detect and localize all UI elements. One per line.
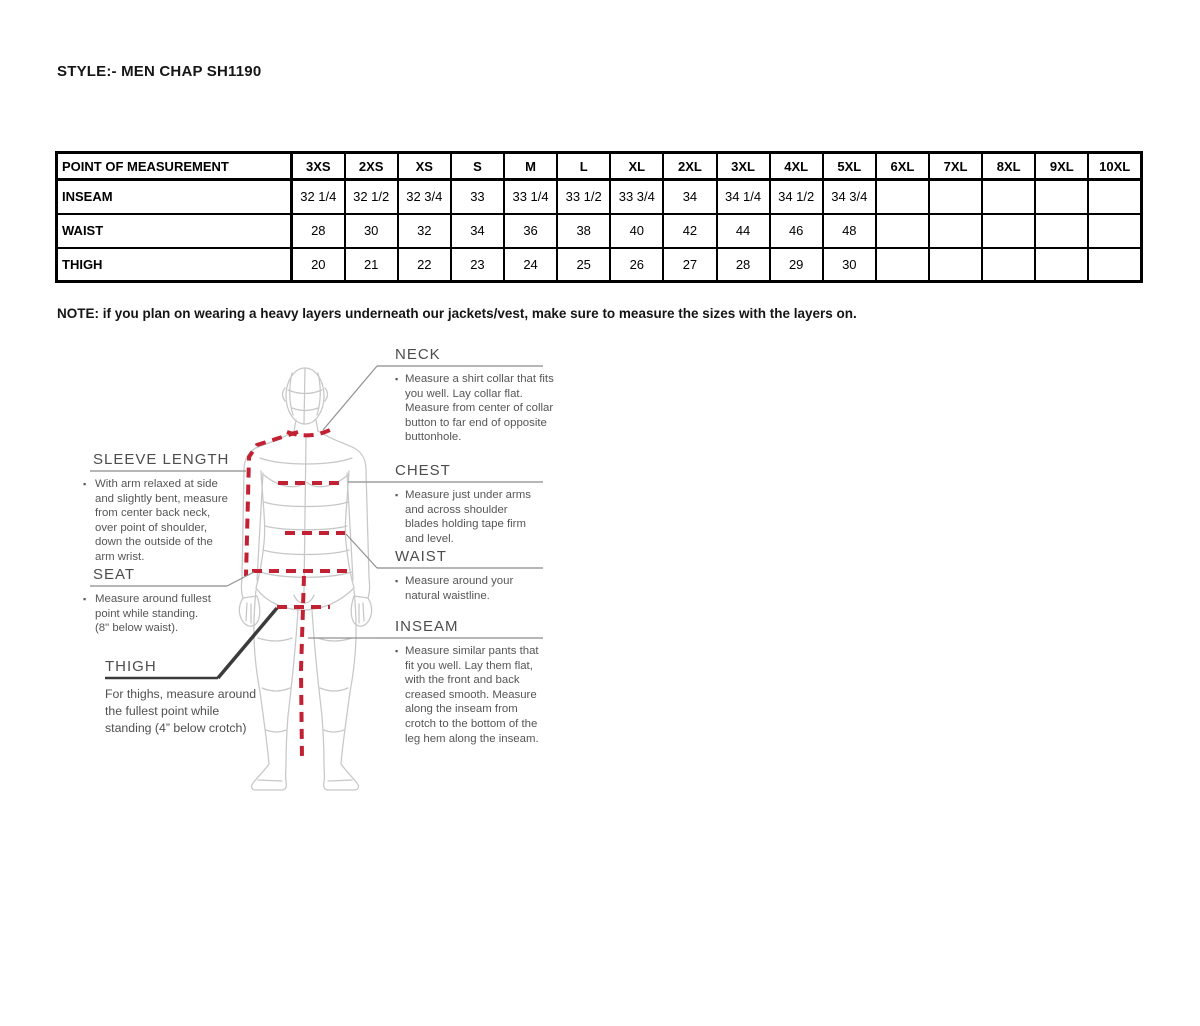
inseam-6xl-value <box>876 180 929 214</box>
neck-description: ▪ Measure a shirt collar that fits you well. Lay collar flat. Measure from center of collar button to far end of opposite buttonhole. <box>390 372 557 445</box>
header-size-3xs: 3XS <box>292 153 345 180</box>
callout-sleeve-length <box>80 450 250 565</box>
thigh-m-value: 24 <box>504 248 557 282</box>
inseam-s-value: 33 <box>451 180 504 214</box>
waist-2xl-value: 42 <box>663 214 716 248</box>
waist-3xs-value: 28 <box>292 214 345 248</box>
thigh-l-value: 25 <box>557 248 610 282</box>
thigh-7xl-value <box>929 248 982 282</box>
waist-10xl-value <box>1088 214 1141 248</box>
inseam-7xl-value <box>929 180 982 214</box>
inseam-xl-value: 33 3/4 <box>610 180 663 214</box>
callout-seat <box>80 565 250 636</box>
inseam-10xl-value <box>1088 180 1141 214</box>
chest-description: ▪ Measure just under arms and across shoulder blades holding tape firm and level. <box>390 488 543 546</box>
size-chart-header-row <box>57 153 1142 180</box>
thigh-4xl-value: 29 <box>770 248 823 282</box>
waist-leader <box>346 534 377 568</box>
inseam-2xl-value: 34 <box>663 180 716 214</box>
thigh-9xl-value <box>1035 248 1088 282</box>
thigh-xl-value: 26 <box>610 248 663 282</box>
waist-9xl-value <box>1035 214 1088 248</box>
inseam-3xl-value: 34 1/4 <box>717 180 770 214</box>
inseam-4xl-value: 34 1/2 <box>770 180 823 214</box>
header-size-xl: XL <box>610 153 663 180</box>
waist-xs-value: 32 <box>398 214 451 248</box>
callout-waist <box>390 547 555 603</box>
inseam-8xl-value <box>982 180 1035 214</box>
inseam-9xl-value <box>1035 180 1088 214</box>
waist-6xl-value <box>876 214 929 248</box>
seat-description: ▪ Measure around fullest point while standing. (8" below waist). <box>80 592 213 636</box>
page-title: STYLE:- MEN CHAP SH1190 <box>57 63 262 80</box>
neck-heading: NECK <box>395 346 441 363</box>
waist-3xl-value: 44 <box>717 214 770 248</box>
inseam-2xs-value: 32 1/2 <box>345 180 398 214</box>
header-size-6xl: 6XL <box>876 153 929 180</box>
row-waist <box>57 214 1142 248</box>
seat-heading: SEAT <box>93 566 136 583</box>
header-size-7xl: 7XL <box>929 153 982 180</box>
thigh-5xl-value: 30 <box>823 248 876 282</box>
sleeve-length-description: ▪ With arm relaxed at side and slightly bent, measure from center back neck, over point of shoulder, down the outside of the arm wrist. <box>80 477 235 565</box>
row-label-waist: WAIST <box>57 214 292 248</box>
sleeve-length-heading: SLEEVE LENGTH <box>93 451 230 468</box>
waist-m-value: 36 <box>504 214 557 248</box>
callout-neck <box>390 345 555 445</box>
chest-heading: CHEST <box>395 462 451 479</box>
size-chart-body <box>57 180 1142 282</box>
size-chart-table <box>55 151 1143 283</box>
thigh-2xs-value: 21 <box>345 248 398 282</box>
header-size-9xl: 9XL <box>1035 153 1088 180</box>
waist-l-value: 38 <box>557 214 610 248</box>
header-point-of-measurement: POINT OF MEASUREMENT <box>57 153 292 180</box>
measurement-diagram <box>60 340 580 810</box>
waist-s-value: 34 <box>451 214 504 248</box>
header-size-2xl: 2XL <box>663 153 716 180</box>
thigh-3xs-value: 20 <box>292 248 345 282</box>
waist-description: ▪ Measure around your natural waistline. <box>390 574 535 603</box>
waist-heading: WAIST <box>395 548 447 565</box>
thigh-2xl-value: 27 <box>663 248 716 282</box>
thigh-8xl-value <box>982 248 1035 282</box>
thigh-s-value: 23 <box>451 248 504 282</box>
inseam-l-value: 33 1/2 <box>557 180 610 214</box>
header-size-3xl: 3XL <box>717 153 770 180</box>
note-text: NOTE: if you plan on wearing a heavy layers underneath our jackets/vest, make sure to measure the sizes with the layers on. <box>57 306 857 321</box>
callout-chest <box>390 461 555 546</box>
header-size-4xl: 4XL <box>770 153 823 180</box>
row-label-inseam: INSEAM <box>57 180 292 214</box>
callout-thigh <box>105 657 275 737</box>
inseam-5xl-value: 34 3/4 <box>823 180 876 214</box>
thigh-xs-value: 22 <box>398 248 451 282</box>
callout-inseam <box>390 617 555 746</box>
row-label-thigh: THIGH <box>57 248 292 282</box>
inseam-3xs-value: 32 1/4 <box>292 180 345 214</box>
waist-7xl-value <box>929 214 982 248</box>
neck-leader <box>323 366 377 430</box>
header-size-2xs: 2XS <box>345 153 398 180</box>
inseam-xs-value: 32 3/4 <box>398 180 451 214</box>
header-size-8xl: 8XL <box>982 153 1035 180</box>
header-size-m: M <box>504 153 557 180</box>
thigh-3xl-value: 28 <box>717 248 770 282</box>
row-inseam <box>57 180 1142 214</box>
waist-4xl-value: 46 <box>770 214 823 248</box>
row-thigh <box>57 248 1142 282</box>
waist-8xl-value <box>982 214 1035 248</box>
header-size-s: S <box>451 153 504 180</box>
inseam-description: ▪ Measure similar pants that fit you well. Lay them flat, with the front and back creased smooth. Measure along the inseam from crotch to the bottom of the leg hem along the inseam. <box>390 644 547 746</box>
header-size-l: L <box>557 153 610 180</box>
thigh-heading: THIGH <box>105 658 157 675</box>
waist-5xl-value: 48 <box>823 214 876 248</box>
thigh-description: For thighs, measure around the fullest point while standing (4” below crotch) <box>105 687 257 735</box>
header-size-10xl: 10XL <box>1088 153 1141 180</box>
waist-2xs-value: 30 <box>345 214 398 248</box>
thigh-10xl-value <box>1088 248 1141 282</box>
thigh-6xl-value <box>876 248 929 282</box>
header-size-xs: XS <box>398 153 451 180</box>
inseam-heading: INSEAM <box>395 618 459 635</box>
waist-xl-value: 40 <box>610 214 663 248</box>
inseam-m-value: 33 1/4 <box>504 180 557 214</box>
header-size-5xl: 5XL <box>823 153 876 180</box>
